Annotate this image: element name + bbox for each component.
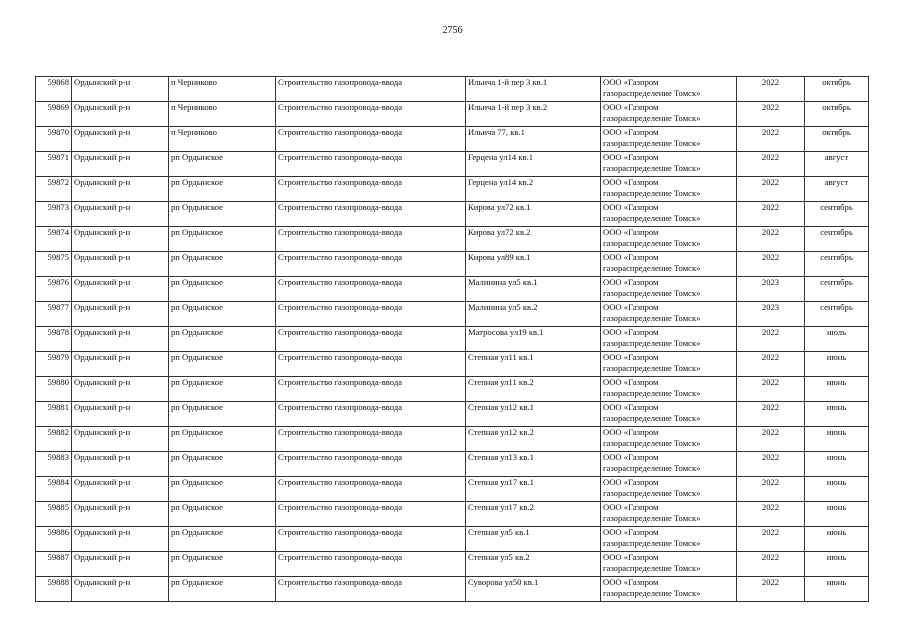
row-number: 59871 — [36, 152, 72, 177]
row-number: 59875 — [36, 252, 72, 277]
organization-cell — [601, 352, 737, 377]
year-cell: 2022 — [737, 577, 805, 602]
month-cell: июль — [805, 327, 869, 352]
row-number: 59880 — [36, 377, 72, 402]
row-number: 59888 — [36, 577, 72, 602]
organization-line: газораспределение Томск» — [603, 313, 701, 323]
row-number: 59887 — [36, 552, 72, 577]
table-row — [36, 402, 869, 427]
year-cell: 2022 — [737, 452, 805, 477]
organization-line: ООО «Газпром — [603, 302, 659, 312]
locality-cell: рп Ордынское — [169, 502, 276, 527]
month-cell: июнь — [805, 377, 869, 402]
district-cell: Ордынский р-н — [72, 152, 169, 177]
work-type-cell: Строительство газопровода-ввода — [276, 227, 466, 252]
organization-line: газораспределение Томск» — [603, 88, 701, 98]
address-cell: Степная ул12 кв.2 — [466, 427, 601, 452]
organization-line: газораспределение Томск» — [603, 188, 701, 198]
locality-cell: рп Ордынское — [169, 402, 276, 427]
table-body — [36, 77, 869, 602]
work-type-cell: Строительство газопровода-ввода — [276, 202, 466, 227]
organization-cell — [601, 327, 737, 352]
address-cell: Степная ул17 кв.1 — [466, 477, 601, 502]
table-row — [36, 377, 869, 402]
work-type-cell: Строительство газопровода-ввода — [276, 452, 466, 477]
organization-line: газораспределение Томск» — [603, 538, 701, 548]
locality-cell: рп Ордынское — [169, 227, 276, 252]
year-cell: 2022 — [737, 152, 805, 177]
district-cell: Ордынский р-н — [72, 277, 169, 302]
organization-cell — [601, 227, 737, 252]
locality-cell: п Черниково — [169, 127, 276, 152]
work-type-cell: Строительство газопровода-ввода — [276, 302, 466, 327]
district-cell: Ордынский р-н — [72, 77, 169, 102]
address-cell: Степная ул12 кв.1 — [466, 402, 601, 427]
locality-cell: рп Ордынское — [169, 152, 276, 177]
organization-line: ООО «Газпром — [603, 477, 659, 487]
year-cell: 2022 — [737, 427, 805, 452]
district-cell: Ордынский р-н — [72, 427, 169, 452]
work-type-cell: Строительство газопровода-ввода — [276, 152, 466, 177]
work-type-cell: Строительство газопровода-ввода — [276, 552, 466, 577]
organization-line: газораспределение Томск» — [603, 138, 701, 148]
year-cell: 2022 — [737, 402, 805, 427]
month-cell: сентябрь — [805, 202, 869, 227]
organization-line: газораспределение Томск» — [603, 288, 701, 298]
work-type-cell: Строительство газопровода-ввода — [276, 102, 466, 127]
organization-line: ООО «Газпром — [603, 277, 659, 287]
organization-line: ООО «Газпром — [603, 402, 659, 412]
organization-line: газораспределение Томск» — [603, 563, 701, 573]
month-cell: сентябрь — [805, 227, 869, 252]
district-cell: Ордынский р-н — [72, 352, 169, 377]
year-cell: 2022 — [737, 177, 805, 202]
gas-connection-table — [35, 76, 869, 602]
organization-line: газораспределение Томск» — [603, 163, 701, 173]
table-row — [36, 252, 869, 277]
month-cell: июнь — [805, 552, 869, 577]
organization-line: ООО «Газпром — [603, 102, 659, 112]
locality-cell: рп Ордынское — [169, 427, 276, 452]
organization-line: ООО «Газпром — [603, 127, 659, 137]
row-number: 59876 — [36, 277, 72, 302]
address-cell: Кирова ул72 кв.1 — [466, 202, 601, 227]
address-cell: Кирова ул72 кв.2 — [466, 227, 601, 252]
locality-cell: рп Ордынское — [169, 277, 276, 302]
table-row — [36, 102, 869, 127]
table-row — [36, 452, 869, 477]
row-number: 59879 — [36, 352, 72, 377]
work-type-cell: Строительство газопровода-ввода — [276, 427, 466, 452]
organization-cell — [601, 402, 737, 427]
year-cell: 2022 — [737, 327, 805, 352]
year-cell: 2022 — [737, 552, 805, 577]
organization-cell — [601, 552, 737, 577]
year-cell: 2022 — [737, 502, 805, 527]
organization-cell — [601, 77, 737, 102]
organization-line: газораспределение Томск» — [603, 513, 701, 523]
organization-line: ООО «Газпром — [603, 202, 659, 212]
work-type-cell: Строительство газопровода-ввода — [276, 77, 466, 102]
year-cell: 2022 — [737, 127, 805, 152]
month-cell: сентябрь — [805, 277, 869, 302]
work-type-cell: Строительство газопровода-ввода — [276, 252, 466, 277]
organization-line: газораспределение Томск» — [603, 463, 701, 473]
month-cell: август — [805, 177, 869, 202]
row-number: 59878 — [36, 327, 72, 352]
district-cell: Ордынский р-н — [72, 527, 169, 552]
work-type-cell: Строительство газопровода-ввода — [276, 177, 466, 202]
table-row — [36, 527, 869, 552]
address-cell: Степная ул13 кв.1 — [466, 452, 601, 477]
row-number: 59870 — [36, 127, 72, 152]
organization-line: ООО «Газпром — [603, 352, 659, 362]
month-cell: июнь — [805, 352, 869, 377]
organization-line: газораспределение Томск» — [603, 238, 701, 248]
organization-line: газораспределение Томск» — [603, 113, 701, 123]
table-row — [36, 177, 869, 202]
locality-cell: рп Ордынское — [169, 452, 276, 477]
organization-line: газораспределение Томск» — [603, 213, 701, 223]
locality-cell: п Черниково — [169, 102, 276, 127]
district-cell: Ордынский р-н — [72, 177, 169, 202]
address-cell: Ильича 1-й пер 3 кв.2 — [466, 102, 601, 127]
address-cell: Степная ул11 кв.1 — [466, 352, 601, 377]
row-number: 59884 — [36, 477, 72, 502]
table-row — [36, 152, 869, 177]
table-row — [36, 77, 869, 102]
address-cell: Степная ул11 кв.2 — [466, 377, 601, 402]
organization-line: ООО «Газпром — [603, 377, 659, 387]
organization-cell — [601, 152, 737, 177]
organization-line: газораспределение Томск» — [603, 263, 701, 273]
work-type-cell: Строительство газопровода-ввода — [276, 527, 466, 552]
locality-cell: рп Ордынское — [169, 177, 276, 202]
organization-line: газораспределение Томск» — [603, 388, 701, 398]
year-cell: 2022 — [737, 377, 805, 402]
address-cell: Малинина ул5 кв.2 — [466, 302, 601, 327]
work-type-cell: Строительство газопровода-ввода — [276, 352, 466, 377]
year-cell: 2022 — [737, 527, 805, 552]
work-type-cell: Строительство газопровода-ввода — [276, 377, 466, 402]
address-cell: Степная ул17 кв.2 — [466, 502, 601, 527]
table-row — [36, 352, 869, 377]
year-cell: 2022 — [737, 202, 805, 227]
row-number: 59877 — [36, 302, 72, 327]
locality-cell: рп Ордынское — [169, 552, 276, 577]
year-cell: 2022 — [737, 77, 805, 102]
district-cell: Ордынский р-н — [72, 327, 169, 352]
organization-cell — [601, 377, 737, 402]
work-type-cell: Строительство газопровода-ввода — [276, 127, 466, 152]
organization-cell — [601, 502, 737, 527]
organization-line: ООО «Газпром — [603, 152, 659, 162]
row-number: 59872 — [36, 177, 72, 202]
organization-line: газораспределение Томск» — [603, 438, 701, 448]
locality-cell: рп Ордынское — [169, 302, 276, 327]
organization-line: газораспределение Томск» — [603, 488, 701, 498]
row-number: 59886 — [36, 527, 72, 552]
address-cell: Ильича 1-й пер 3 кв.1 — [466, 77, 601, 102]
organization-line: газораспределение Томск» — [603, 588, 701, 598]
locality-cell: рп Ордынское — [169, 202, 276, 227]
locality-cell: рп Ордынское — [169, 252, 276, 277]
organization-line: ООО «Газпром — [603, 452, 659, 462]
month-cell: сентябрь — [805, 302, 869, 327]
address-cell: Суворова ул50 кв.1 — [466, 577, 601, 602]
organization-cell — [601, 277, 737, 302]
locality-cell: рп Ордынское — [169, 477, 276, 502]
month-cell: октябрь — [805, 102, 869, 127]
organization-line: газораспределение Томск» — [603, 363, 701, 373]
table-row — [36, 302, 869, 327]
organization-cell — [601, 477, 737, 502]
organization-line: ООО «Газпром — [603, 427, 659, 437]
organization-line: ООО «Газпром — [603, 527, 659, 537]
row-number: 59882 — [36, 427, 72, 452]
table-row — [36, 477, 869, 502]
year-cell: 2023 — [737, 302, 805, 327]
organization-cell — [601, 527, 737, 552]
table-row — [36, 127, 869, 152]
locality-cell: п Черниково — [169, 77, 276, 102]
district-cell: Ордынский р-н — [72, 302, 169, 327]
month-cell: июнь — [805, 427, 869, 452]
organization-cell — [601, 202, 737, 227]
row-number: 59883 — [36, 452, 72, 477]
address-cell: Герцена ул14 кв.1 — [466, 152, 601, 177]
month-cell: июнь — [805, 452, 869, 477]
address-cell: Малинина ул5 кв.1 — [466, 277, 601, 302]
row-number: 59881 — [36, 402, 72, 427]
row-number: 59869 — [36, 102, 72, 127]
organization-line: газораспределение Томск» — [603, 413, 701, 423]
year-cell: 2022 — [737, 227, 805, 252]
row-number: 59885 — [36, 502, 72, 527]
organization-line: ООО «Газпром — [603, 227, 659, 237]
year-cell: 2022 — [737, 252, 805, 277]
organization-cell — [601, 177, 737, 202]
table-row — [36, 502, 869, 527]
row-number: 59874 — [36, 227, 72, 252]
month-cell: октябрь — [805, 127, 869, 152]
page-number: 2756 — [442, 25, 463, 36]
month-cell: октябрь — [805, 77, 869, 102]
table-row — [36, 552, 869, 577]
locality-cell: рп Ордынское — [169, 352, 276, 377]
district-cell: Ордынский р-н — [72, 502, 169, 527]
table-row — [36, 227, 869, 252]
month-cell: август — [805, 152, 869, 177]
district-cell: Ордынский р-н — [72, 552, 169, 577]
organization-cell — [601, 102, 737, 127]
row-number: 59873 — [36, 202, 72, 227]
month-cell: июнь — [805, 502, 869, 527]
address-cell: Матросова ул19 кв.1 — [466, 327, 601, 352]
locality-cell: рп Ордынское — [169, 577, 276, 602]
organization-cell — [601, 302, 737, 327]
organization-line: ООО «Газпром — [603, 77, 659, 87]
locality-cell: рп Ордынское — [169, 527, 276, 552]
table-row — [36, 577, 869, 602]
locality-cell: рп Ордынское — [169, 377, 276, 402]
locality-cell: рп Ордынское — [169, 327, 276, 352]
organization-line: ООО «Газпром — [603, 502, 659, 512]
work-type-cell: Строительство газопровода-ввода — [276, 277, 466, 302]
table-row — [36, 327, 869, 352]
organization-line: ООО «Газпром — [603, 577, 659, 587]
address-cell: Герцена ул14 кв.2 — [466, 177, 601, 202]
organization-line: ООО «Газпром — [603, 552, 659, 562]
table-row — [36, 202, 869, 227]
district-cell: Ордынский р-н — [72, 402, 169, 427]
district-cell: Ордынский р-н — [72, 202, 169, 227]
organization-line: ООО «Газпром — [603, 177, 659, 187]
organization-cell — [601, 577, 737, 602]
district-cell: Ордынский р-н — [72, 452, 169, 477]
district-cell: Ордынский р-н — [72, 102, 169, 127]
work-type-cell: Строительство газопровода-ввода — [276, 402, 466, 427]
organization-cell — [601, 427, 737, 452]
month-cell: июнь — [805, 477, 869, 502]
month-cell: сентябрь — [805, 252, 869, 277]
address-cell: Степная ул5 кв.1 — [466, 527, 601, 552]
year-cell: 2022 — [737, 352, 805, 377]
work-type-cell: Строительство газопровода-ввода — [276, 477, 466, 502]
organization-line: газораспределение Томск» — [603, 338, 701, 348]
work-type-cell: Строительство газопровода-ввода — [276, 577, 466, 602]
row-number: 59868 — [36, 77, 72, 102]
table-row — [36, 277, 869, 302]
organization-cell — [601, 452, 737, 477]
district-cell: Ордынский р-н — [72, 127, 169, 152]
year-cell: 2022 — [737, 477, 805, 502]
district-cell: Ордынский р-н — [72, 227, 169, 252]
organization-cell — [601, 252, 737, 277]
work-type-cell: Строительство газопровода-ввода — [276, 502, 466, 527]
year-cell: 2023 — [737, 277, 805, 302]
work-type-cell: Строительство газопровода-ввода — [276, 327, 466, 352]
address-cell: Ильича 77, кв.1 — [466, 127, 601, 152]
address-cell: Кирова ул89 кв.1 — [466, 252, 601, 277]
organization-line: ООО «Газпром — [603, 327, 659, 337]
district-cell: Ордынский р-н — [72, 377, 169, 402]
table-row — [36, 427, 869, 452]
organization-cell — [601, 127, 737, 152]
address-cell: Степная ул5 кв.2 — [466, 552, 601, 577]
year-cell: 2022 — [737, 102, 805, 127]
district-cell: Ордынский р-н — [72, 477, 169, 502]
month-cell: июнь — [805, 527, 869, 552]
month-cell: июнь — [805, 577, 869, 602]
month-cell: июнь — [805, 402, 869, 427]
district-cell: Ордынский р-н — [72, 577, 169, 602]
organization-line: ООО «Газпром — [603, 252, 659, 262]
district-cell: Ордынский р-н — [72, 252, 169, 277]
